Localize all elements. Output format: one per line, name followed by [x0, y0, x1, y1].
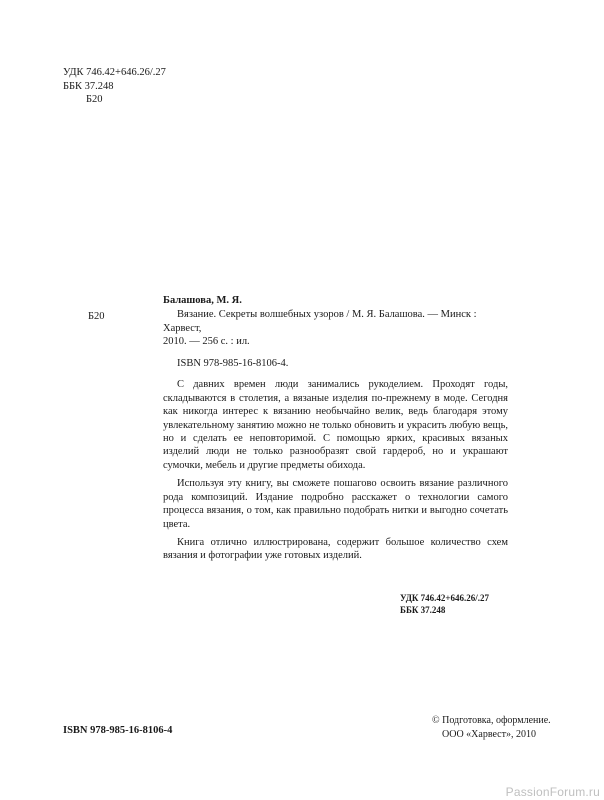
abstract-paragraph: С давних времен люди занимались рукоделием. Проходят годы, складываются в столетия, а вязаные изделия по-прежнему в моде. Сегодня как никогда интерес к вязанию необычайно велик, ведь благодаря этому увлекательному занятию можно не только обновить и украсить любую вещь, но и сделать ее неповторимой. С помощью ярких, красивых вязаных изделий люди не только разнообразят свой гардероб, но и украшают сумочки, мебель и другие предметы обихода. — [163, 379, 508, 471]
classification-codes-bottom — [400, 592, 489, 616]
author-name: Балашова, М. Я. — [163, 295, 242, 306]
record-isbn: ISBN 978-985-16-8106-4. — [177, 357, 289, 369]
copyright-line-1: © Подготовка, оформление. — [432, 715, 551, 726]
udk-code: УДК 746.42+646.26/.27 — [63, 67, 166, 78]
abstract-paragraph: Используя эту книгу, вы сможете пошагово освоить вязание различного рода композиций. Издание подробно расскажет о технологии самого процесса вязания, о том, как правильно подобрать нитки и выгодно сочетать цвета. — [163, 478, 508, 530]
record-author-mark: Б20 — [88, 311, 105, 322]
classification-codes — [63, 66, 166, 107]
isbn-bottom: ISBN 978-985-16-8106-4 — [63, 725, 173, 736]
copyright-notice — [432, 714, 551, 741]
author-mark: Б20 — [86, 94, 103, 106]
abstract-paragraph: Книга отлично иллюстрирована, содержит большое количество схем вязания и фотографии уже готовых изделий. — [163, 537, 508, 562]
copyright-line-2: ООО «Харвест», 2010 — [442, 728, 536, 740]
abstract — [163, 378, 508, 563]
bbk-code: ББК 37.248 — [63, 80, 114, 92]
title-line-1: Вязание. Секреты волшебных узоров / М. Я. Балашова. — Минск : Харвест, — [163, 309, 477, 334]
catalog-record — [163, 294, 508, 568]
watermark: PassionForum.ru — [505, 784, 600, 799]
bbk-code-bottom: ББК 37.248 — [400, 605, 446, 616]
udk-code-bottom: УДК 746.42+646.26/.27 — [400, 593, 490, 603]
title-line-2: 2010. — 256 с. : ил. — [163, 336, 250, 348]
